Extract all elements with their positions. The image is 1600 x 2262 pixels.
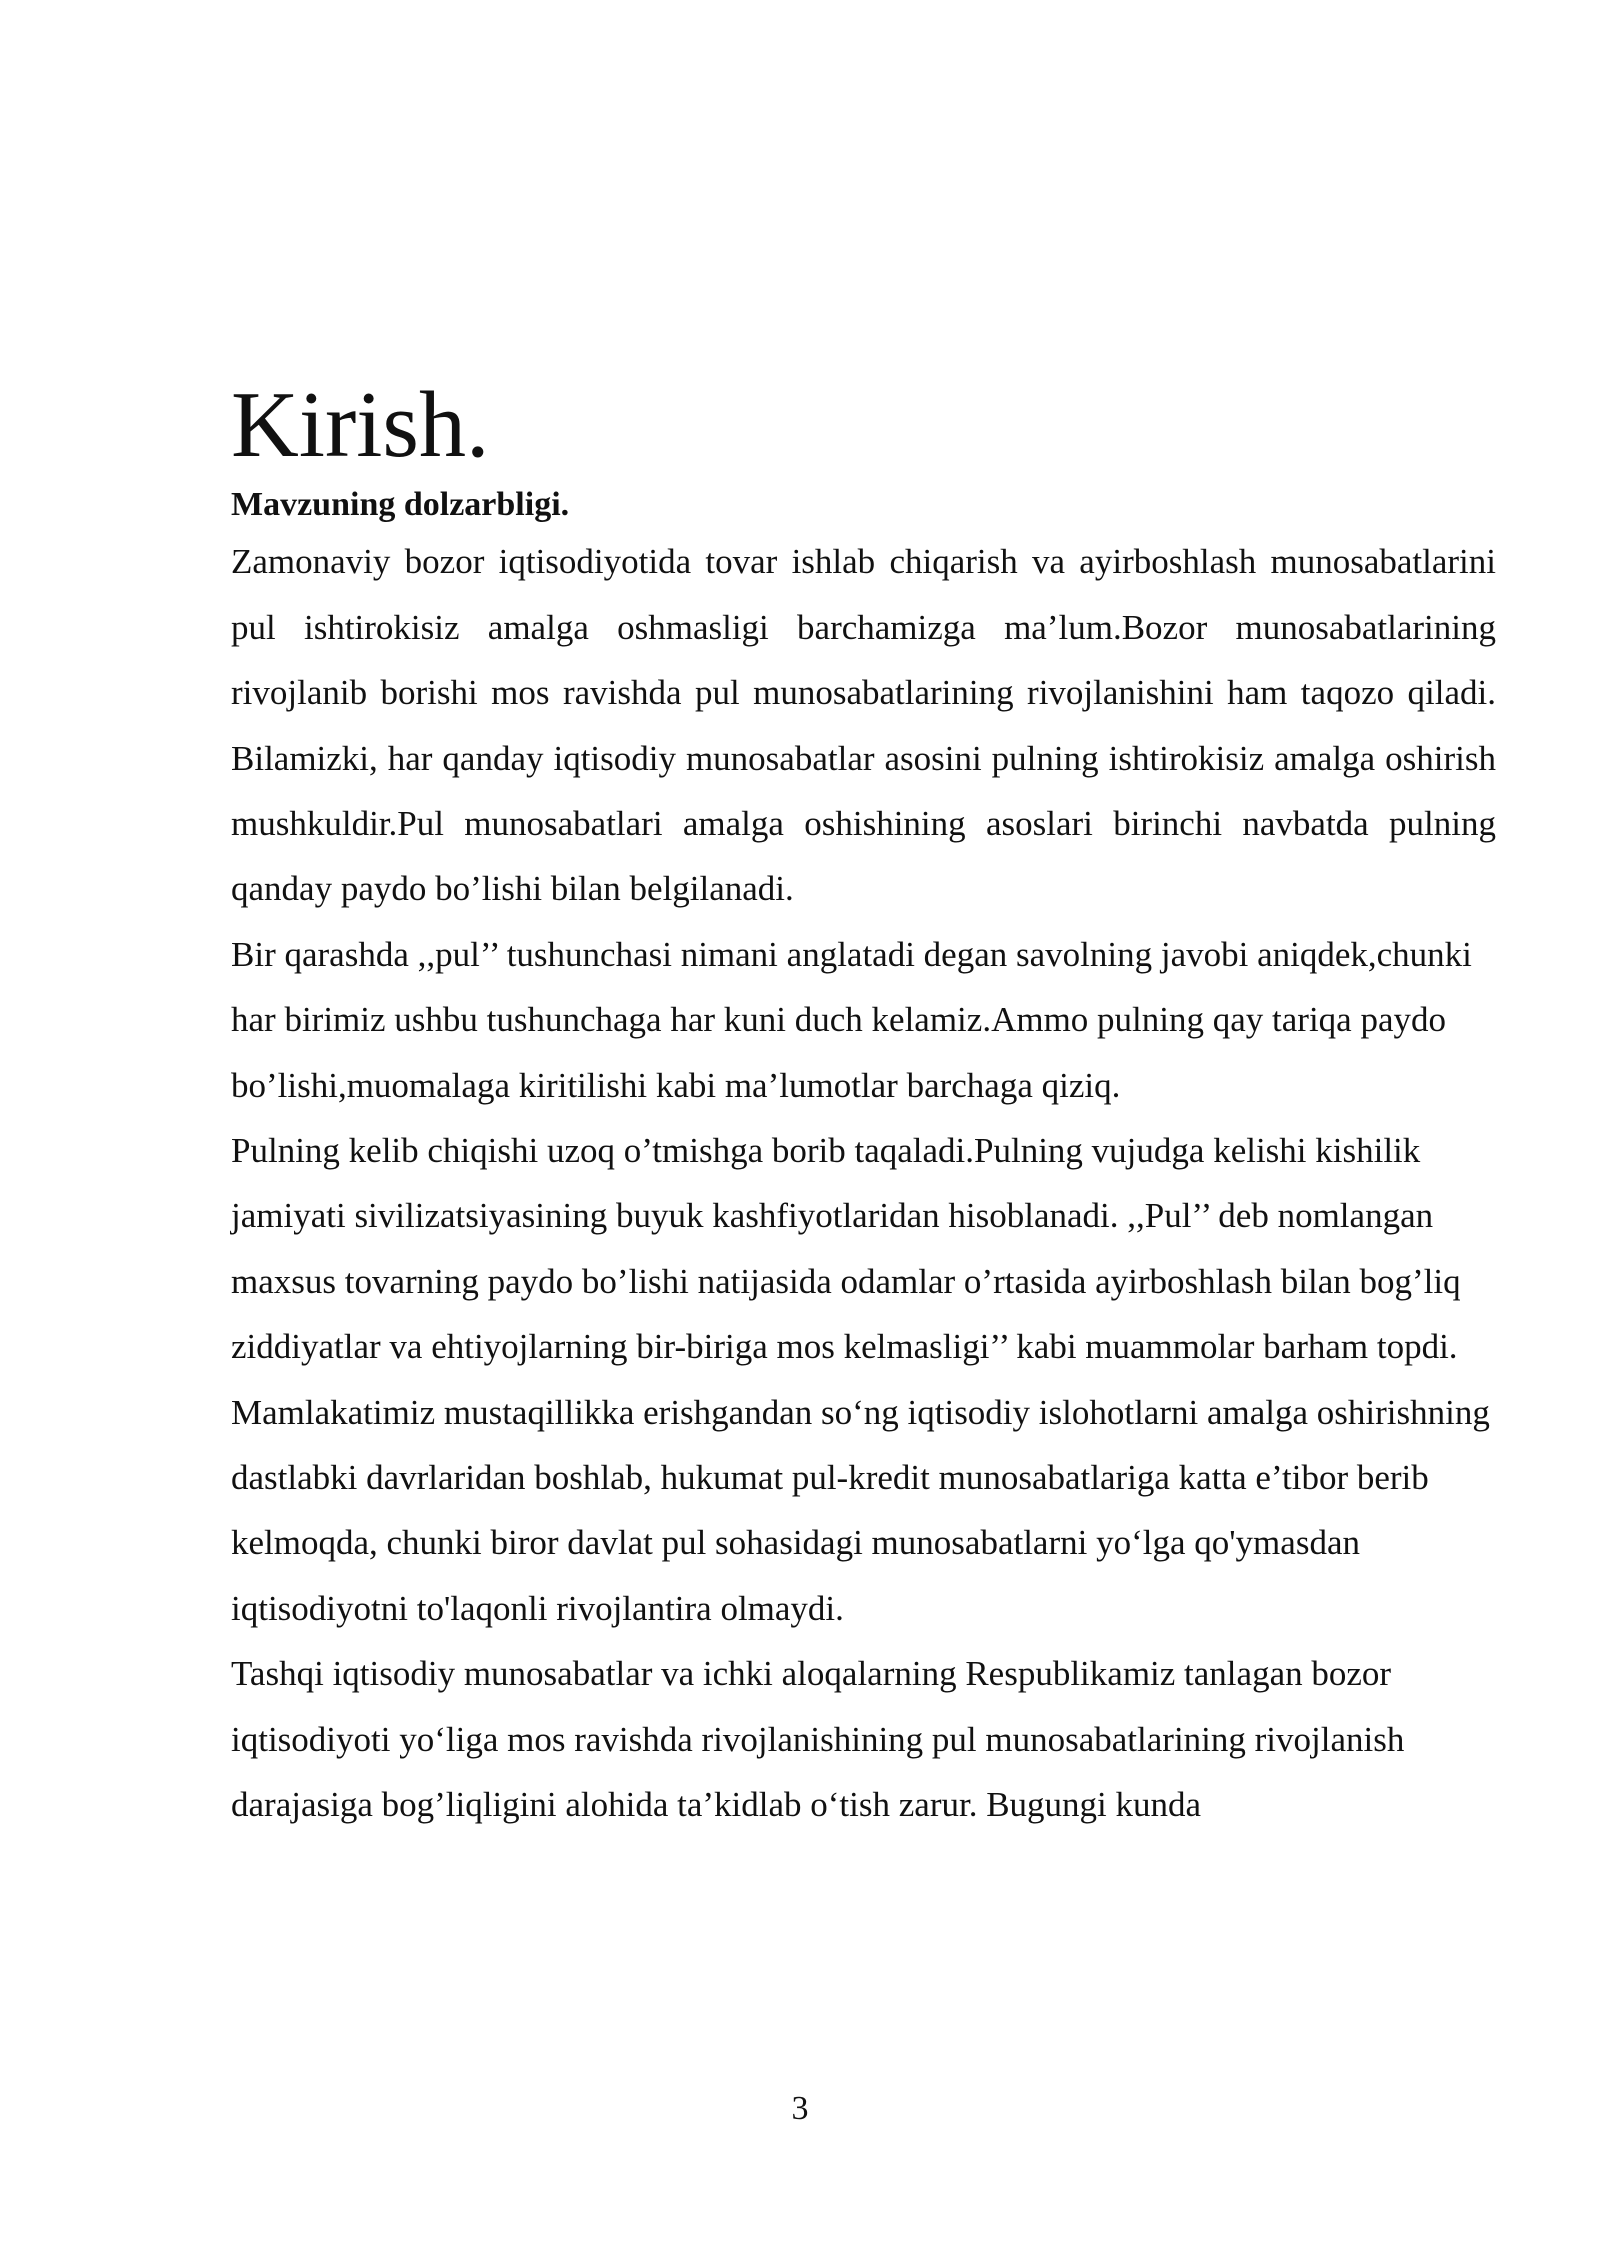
section-heading: Mavzuning dolzarbligi. bbox=[231, 486, 570, 523]
paragraph-5: Tashqi iqtisodiy munosabatlar va ichki aloqalarning Respublikamiz tanlagan bozor iqtisodiyoti yo‘liga mos ravishda rivojlanishining pul munosabatlarining rivojlanish darajasiga bog’liqligini alohida ta’kidlab o‘tish zarur. Bugungi kunda bbox=[231, 1654, 1405, 1825]
page-content bbox=[231, 373, 1496, 1837]
paragraph-1: Zamonaviy bozor iqtisodiyotida tovar ishlab chiqarish va ayirboshlash munosabatlarini pul ishtirokisiz amalga oshmasligi barchamizga ma’lum.Bozor munosabatlarining rivojlanib borishi mos ravishda pul munosabatlarining rivojlanishini ham taqozo qiladi. Bilamizki, har qanday iqtisodiy munosabatlar asosini pulning ishtirokisiz amalga oshirish mushkuldir.Pul munosabatlari amalga oshishining asoslari birinchi navbatda pulning qanday paydo bo’lishi bilan belgilanadi. bbox=[231, 542, 1496, 909]
paragraph-4: Mamlakatimiz mustaqillikka erishgandan so‘ng iqtisodiy islohotlarni amalga oshirishning dastlabki davrlaridan boshlab, hukumat pul-kredit munosabatlariga katta e’tibor berib kelmoqda, chunki biror davlat pul sohasidagi munosabatlarni yo‘lga qo'ymasdan iqtisodiyotni to'laqonli rivojlantira olmaydi. bbox=[231, 1392, 1490, 1628]
paragraph-2: Bir qarashda ,,pul’’ tushunchasi nimani anglatadi degan savolning javobi aniqdek,chunki har birimiz ushbu tushunchaga har kuni duch kelamiz.Ammo pulning qay tariqa paydo bo’lishi,muomalaga kiritilishi kabi ma’lumotlar barchaga qiziq. bbox=[231, 934, 1472, 1105]
paragraph-3: Pulning kelib chiqishi uzoq o’tmishga borib taqaladi.Pulning vujudga kelishi kishilik jamiyati sivilizatsiyasining buyuk kashfiyotlaridan hisoblanadi. ,,Pul’’ deb nomlangan maxsus tovarning paydo bo’lishi natijasida odamlar o’rtasida ayirboshlash bilan bog’liq ziddiyatlar va ehtiyojlarning bir-biriga mos kelmasligi’’ kabi muammolar barham topdi. bbox=[231, 1130, 1461, 1367]
page-number: 3 bbox=[791, 2090, 809, 2127]
page-title: Kirish. bbox=[231, 373, 490, 477]
